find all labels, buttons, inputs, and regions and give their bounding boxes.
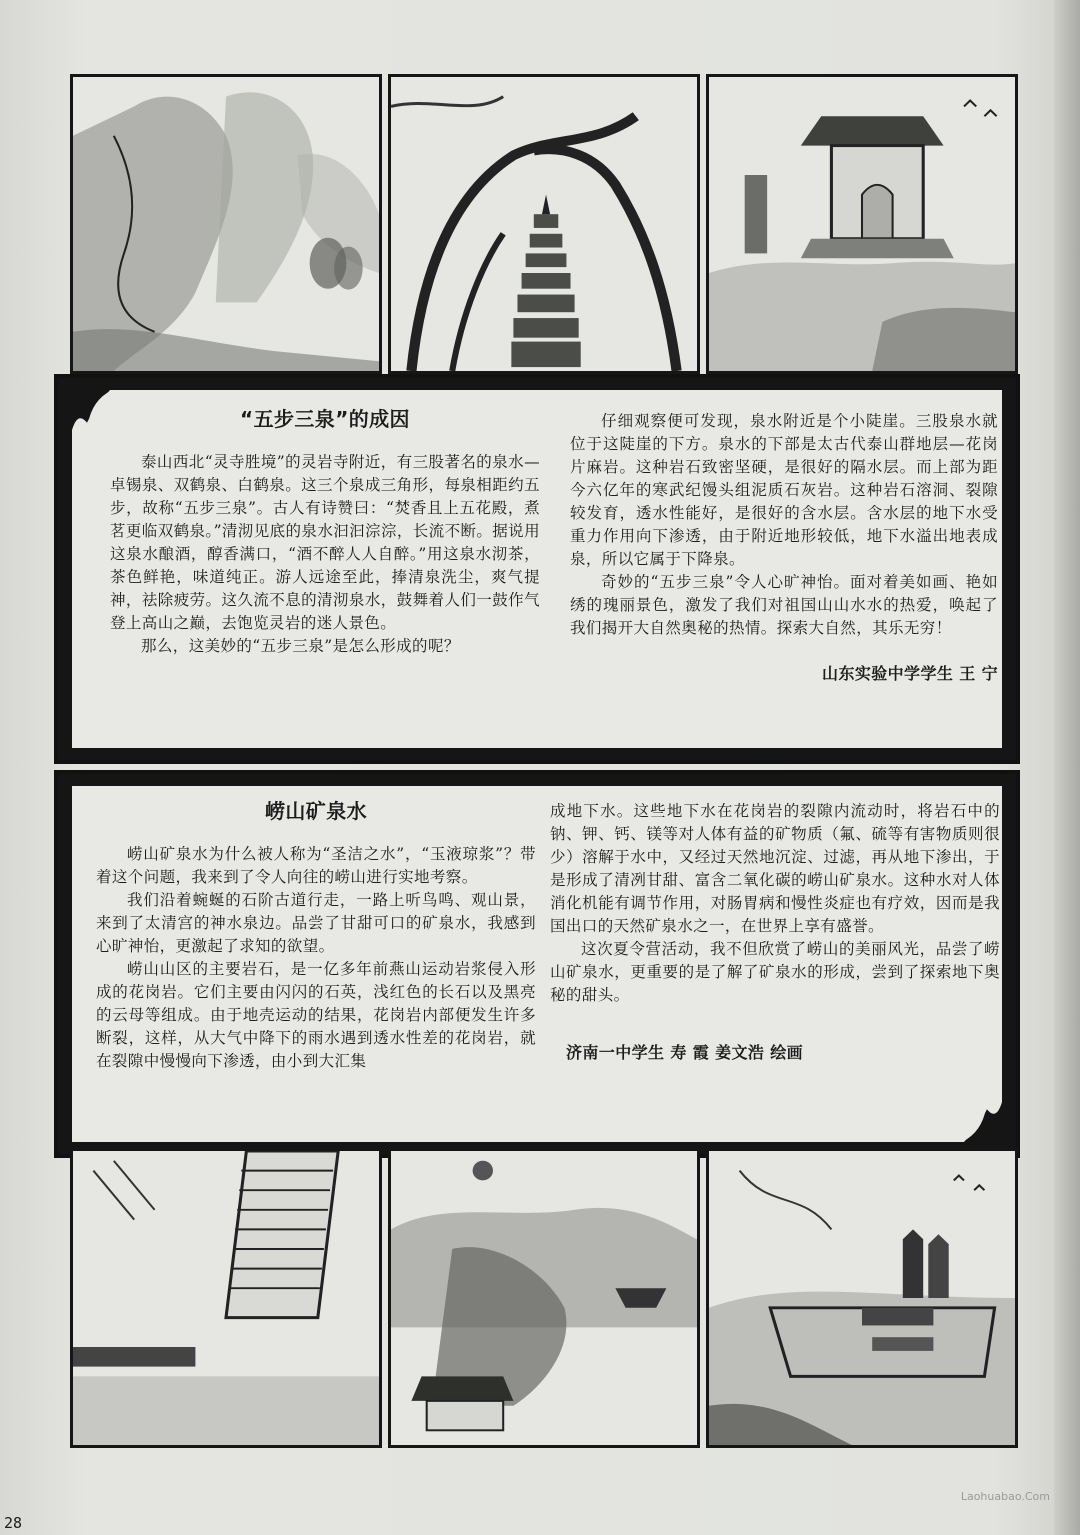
article1-paragraph: 泰山西北“灵寺胜境”的灵岩寺附近，有三股著名的泉水—卓锡泉、双鹤泉、白鹤泉。这三个泉成三角形，每泉相距约五步，故称“五步三泉”。古人有诗赞曰：“焚香且上五花殿，煮茗更临双鹤泉。”清沏见底的泉水汩汩淙淙，长流不断。据说用这泉水酿酒，醇香满口，“酒不醉人人自醉。”用这泉水沏茶，茶色鲜艳，味道纯正。游人远途至此，捧清泉洗尘，爽气提神，祛除疲劳。这久流不息的清沏泉水，鼓舞着人们一鼓作气登上高山之巅，去饱览灵岩的迷人景色。: [110, 453, 540, 632]
article-box-laoshan-mineral-water: [54, 770, 1020, 1158]
page-curl-decoration: [962, 1102, 1002, 1142]
article2-byline: 济南一中学生 寿 霞 姜文浩 绘画: [566, 1043, 804, 1062]
article1-title: “五步三泉”的成因: [240, 407, 410, 431]
article1-paragraph: 那么，这美妙的“五步三泉”是怎么形成的呢？: [141, 637, 460, 655]
top-illustrations: [70, 74, 1018, 374]
article2-title: 崂山矿泉水: [265, 799, 367, 823]
illustration-pavilion-hills: [388, 1148, 700, 1448]
illustration-terrace-figures: [706, 1148, 1018, 1448]
article1-left-column: [110, 408, 540, 658]
illustration-pagoda-trees: [388, 74, 700, 374]
page-curl-decoration: [72, 390, 112, 430]
illustration-temple: [706, 74, 1018, 374]
page-number: 28: [4, 1514, 23, 1532]
illustration-rocks-figures: [70, 74, 382, 374]
article2-paragraph: 崂山山区的主要岩石，是一亿多年前燕山运动岩浆侵入形成的花岗岩。它们主要由闪闪的石英，浅红色的长石以及黑亮的云母等组成。由于地壳运动的结果，花岗岩内部便发生许多断裂，这样，从大气中降下的雨水遇到透水性差的花岗岩，就在裂隙中慢慢向下渗透，由小到大汇集: [96, 960, 536, 1070]
article2-left-column: [96, 800, 536, 1073]
article1-paragraph: 仔细观察便可发现，泉水附近是个小陡崖。三股泉水就位于这陡崖的下方。泉水的下部是太古代泰山群地层—花岗片麻岩。这种岩石致密坚硬，是很好的隔水层。而上部为距今六亿年的寒武纪馒头组泥质石灰岩。这种岩石溶洞、裂隙较发育，透水性能好，是很好的含水层。含水层的地下水受重力作用向下渗透，由于附近地形较低，地下水溢出地表成泉，所以它属于下降泉。: [570, 412, 998, 568]
watermark: Laohuabao.Com: [960, 1490, 1050, 1503]
article1-right-column: [570, 410, 998, 685]
article1-byline: 山东实验中学学生 王 宁: [822, 664, 998, 683]
illustration-stone-stairs: [70, 1148, 382, 1448]
article2-right-column: [550, 800, 1000, 1064]
article2-paragraph: 成地下水。这些地下水在花岗岩的裂隙内流动时，将岩石中的钠、钾、钙、镁等对人体有益的矿物质（氟、硫等有害物质则很少）溶解于水中，又经过天然地沉淀、过滤，再从地下渗出，于是形成了清冽甘甜、富含二氧化碳的崂山矿泉水。这种水对人体消化机能有调节作用，对肠胃病和慢性炎症也有疗效，因而是我国出口的天然矿泉水之一，在世界上享有盛誉。: [550, 802, 1000, 935]
page-edge: [1054, 0, 1080, 1535]
article1-paragraph: 奇妙的“五步三泉”令人心旷神怡。面对着美如画、艳如绣的瑰丽景色，激发了我们对祖国山山水水的热爱，唤起了我们揭开大自然奥秘的热情。探索大自然，其乐无穷！: [570, 573, 998, 637]
article2-paragraph: 我们沿着蜿蜒的石阶古道行走，一路上听鸟鸣、观山景，来到了太清宫的神水泉边。品尝了甘甜可口的矿泉水，我感到心旷神怡，更激起了求知的欲望。: [96, 891, 536, 955]
article-box-wubu-sanquan: [54, 374, 1020, 764]
bottom-illustrations: [70, 1148, 1018, 1448]
article2-paragraph: 崂山矿泉水为什么被人称为“圣洁之水”，“玉液琼浆”？带着这个问题，我来到了令人向往的崂山进行实地考察。: [96, 845, 536, 886]
article2-paragraph: 这次夏令营活动，我不但欣赏了崂山的美丽风光，品尝了崂山矿泉水，更重要的是了解了矿泉水的形成，尝到了探索地下奥秘的甜头。: [550, 940, 1000, 1004]
